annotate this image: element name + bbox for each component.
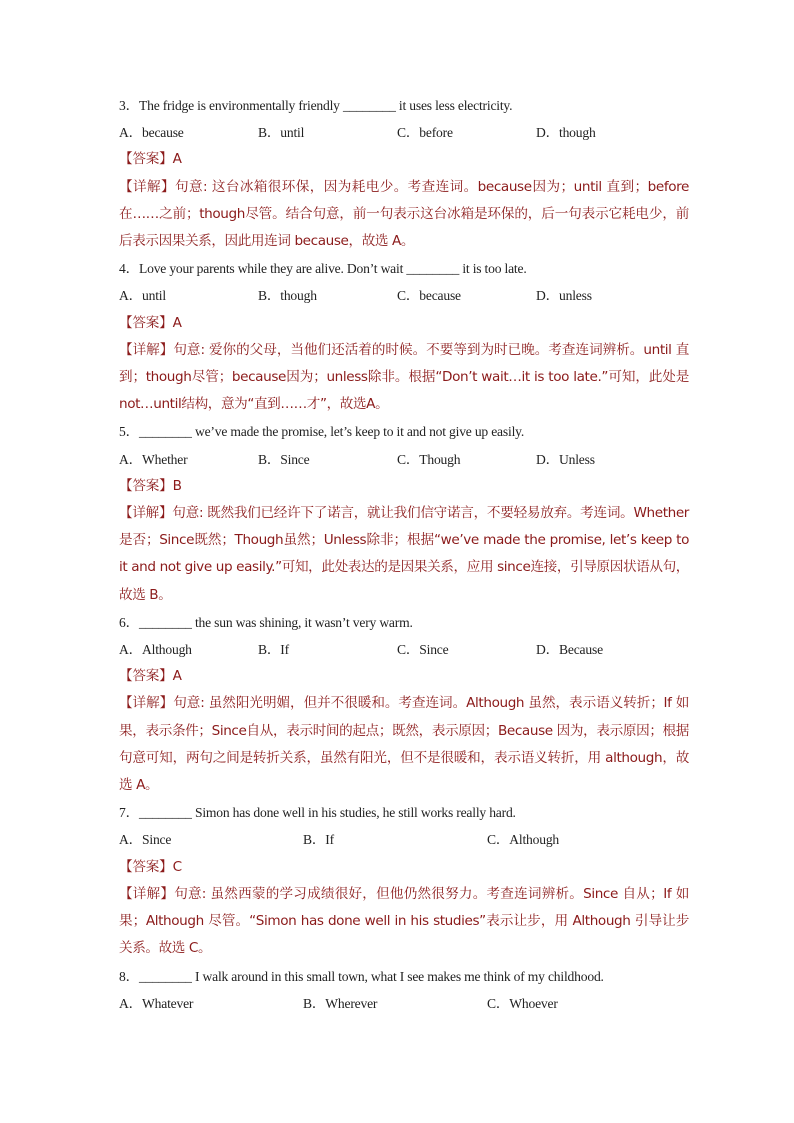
option-c: C．because (397, 288, 461, 304)
explain-tag: 【详解】 (119, 695, 174, 712)
option-b: B．until (258, 125, 305, 141)
option-a: A．because (119, 125, 184, 141)
option-a: A．until (119, 288, 166, 304)
question-stem: 7．________ Simon has done well in his studies, he still works really hard. (119, 805, 516, 821)
answer-value: A (172, 151, 182, 168)
option-d: D．Because (536, 642, 603, 658)
option-c: C．before (397, 125, 453, 141)
explanation (119, 500, 689, 609)
question-6 (119, 609, 689, 799)
option-a: A．Although (119, 642, 192, 658)
answer-tag: 【答案】 (119, 314, 173, 331)
answer-value: A (172, 314, 182, 331)
explain-text: 句意: 虽然阳光明媚，但并不很暖和。考查连词。Although 虽然，表示语义转折；If 如果，表示条件；Since自从，表示时间的起点；既然，表示原因；Because 因为，表示原因；根据句意可知，两句之间是转折关系，虽然有阳光，但不是很暖和，表示语义转折，用 although，故选 A。 (119, 695, 690, 794)
options-row (119, 636, 689, 663)
explanation (119, 881, 689, 963)
option-c: C．Whoever (487, 995, 558, 1011)
option-d: D．Unless (536, 451, 595, 467)
explanation (119, 690, 689, 799)
question-3 (119, 92, 689, 255)
option-c: C．Although (487, 832, 560, 848)
explain-tag: 【详解】 (119, 178, 175, 195)
option-d: D．though (536, 125, 596, 141)
option-c: C．Since (397, 642, 449, 658)
explain-tag: 【详解】 (119, 505, 173, 522)
option-b: B．If (258, 642, 289, 658)
question-stem: 8．________ I walk around in this small town, what I see makes me think of my childhood. (119, 968, 604, 984)
option-a: A．Whether (119, 451, 188, 467)
option-c: C．Though (397, 451, 461, 467)
question-5 (119, 418, 689, 608)
answer-tag: 【答案】 (119, 858, 173, 875)
answer-line (119, 854, 689, 881)
answer-line (119, 310, 689, 337)
answer-line (119, 146, 689, 173)
option-b: B．If (303, 832, 334, 848)
options-row (119, 990, 689, 1017)
explain-tag: 【详解】 (119, 885, 175, 902)
explanation (119, 337, 689, 419)
answer-line (119, 663, 689, 690)
question-4 (119, 255, 689, 418)
explanation (119, 174, 689, 256)
question-stem: 3．The fridge is environmentally friendly ________ it uses less electricity. (119, 98, 513, 113)
options-row (119, 119, 689, 146)
explain-text: 句意: 既然我们已经许下了诺言，就让我们信守诺言，不要轻易放弃。考连词。Whether是否；Since既然；Though虽然；Unless除非；根据“we’ve made the promise, let’s keep to it and not give up easily.”可知，此处表达的是因果关系，应用 since连接，引导原因状语从句，故选 B。 (119, 505, 689, 603)
options-row (119, 826, 689, 853)
answer-value: B (172, 477, 182, 494)
explain-text: 句意: 虽然西蒙的学习成绩很好，但他仍然很努力。考查连词辨析。Since 自从；If 如果；Although 尽管。“Simon has done well in his studies”表示让步，用 Although 引导让步关系。故选 C。 (119, 885, 689, 957)
option-a: A．Since (119, 832, 172, 848)
question-7 (119, 799, 689, 962)
explain-tag: 【详解】 (119, 341, 174, 358)
option-b: B．Since (258, 451, 310, 467)
question-stem: 5．________ we’ve made the promise, let’s keep to it and not give up easily. (119, 424, 525, 440)
explain-text: 句意: 这台冰箱很环保，因为耗电少。考查连词。because因为；until 直到；before在……之前；though尽管。结合句意，前一句表示这台冰箱是环保的，后一句表示它耗电少，前后表示因果关系，因此用连词 because，故选 A。 (119, 178, 689, 250)
answer-tag: 【答案】 (119, 477, 173, 494)
options-row (119, 446, 689, 473)
question-8 (119, 963, 689, 1017)
answer-tag: 【答案】 (119, 668, 173, 685)
options-row (119, 282, 689, 309)
answer-line (119, 473, 689, 500)
explain-text: 句意: 爱你的父母，当他们还活着的时候。不要等到为时已晚。考查连词辨析。until 直到；though尽管；because因为；unless除非。根据“Don’t wait…it is too late.”可知，此处是 not…until结构，意为“直到……才”，故选A。 (119, 341, 689, 413)
option-b: B．though (258, 288, 317, 304)
answer-value: C (172, 858, 182, 875)
option-a: A．Whatever (119, 995, 194, 1011)
option-d: D．unless (536, 288, 592, 304)
document-page (119, 92, 689, 1017)
answer-tag: 【答案】 (119, 151, 173, 168)
answer-value: A (172, 668, 182, 685)
question-stem: 6．________ the sun was shining, it wasn’t very warm. (119, 614, 413, 630)
option-b: B．Wherever (303, 995, 378, 1011)
question-stem: 4．Love your parents while they are alive. Don’t wait ________ it is too late. (119, 261, 527, 277)
